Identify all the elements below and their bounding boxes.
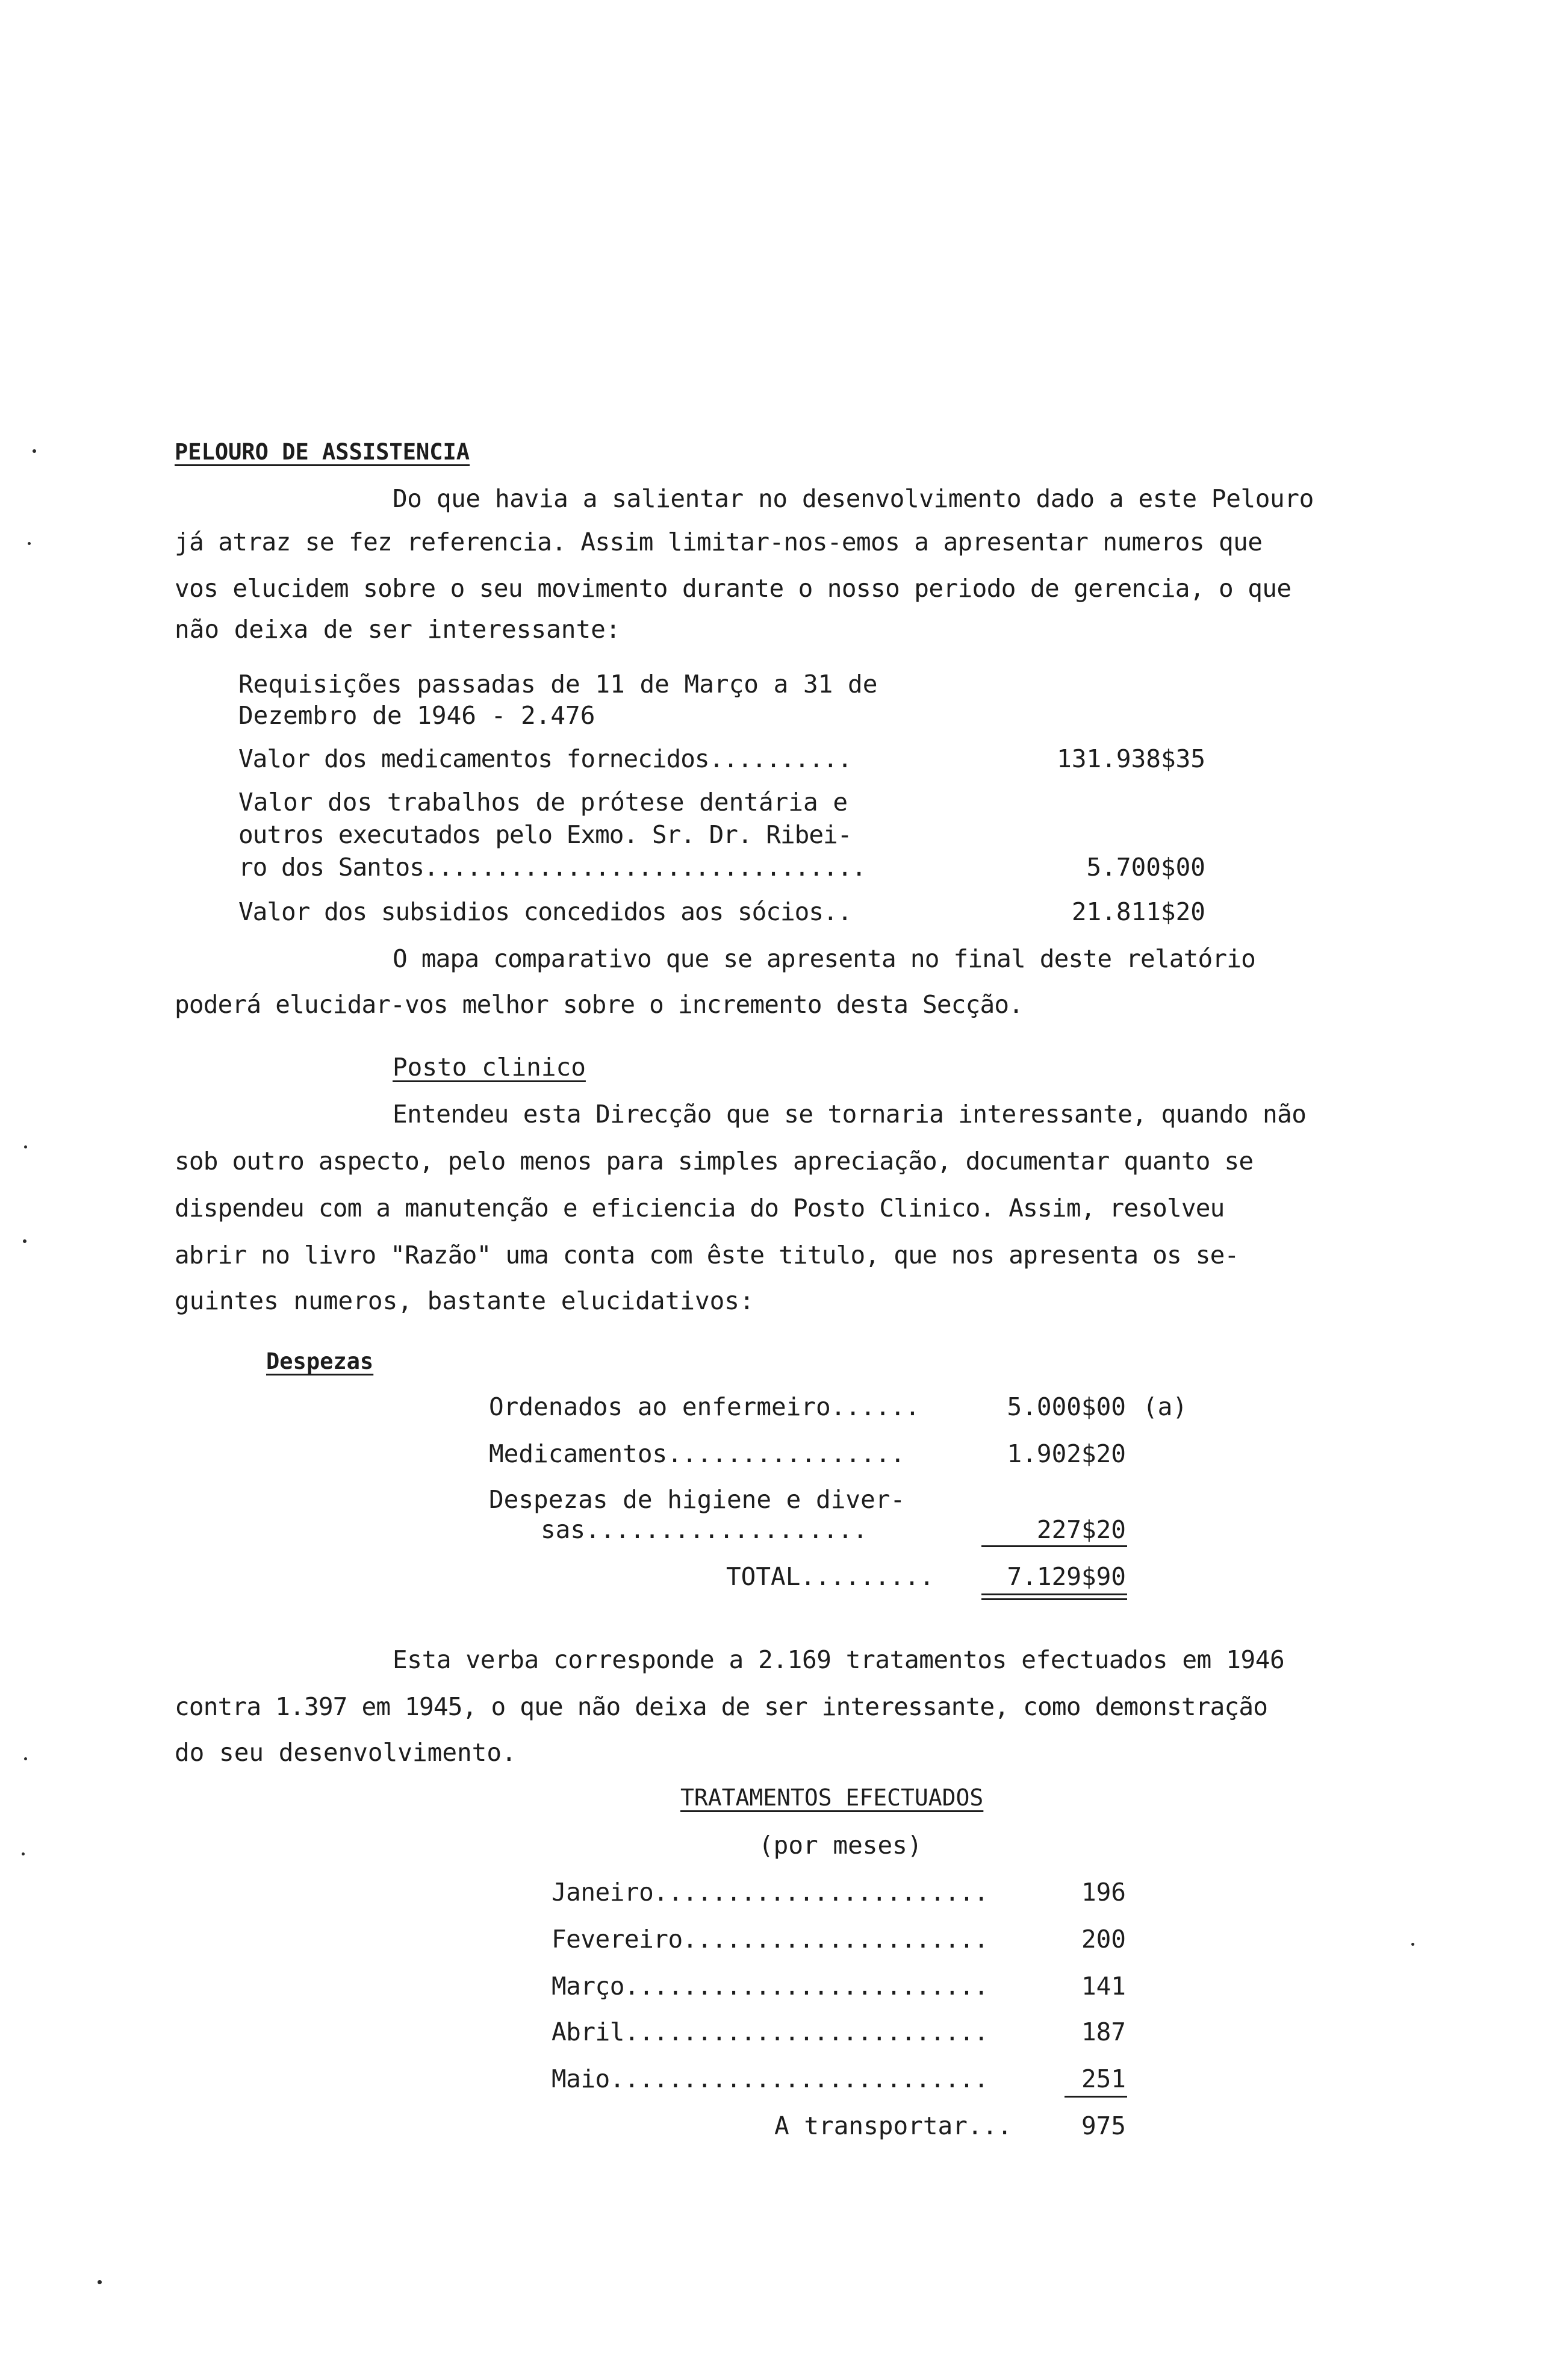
scan-speck xyxy=(28,542,31,545)
medicamentos-fornecidos-label: Valor dos medicamentos fornecidos.......... xyxy=(238,744,852,773)
total-value: 7.129$90 xyxy=(1007,1562,1126,1591)
tratamentos-subtitle: (por meses) xyxy=(759,1831,922,1860)
total-rule-2 xyxy=(981,1598,1127,1600)
higiene-label-line-1: Despezas de higiene e diver- xyxy=(489,1485,906,1514)
tratamentos-title: TRATAMENTOS EFECTUADOS xyxy=(680,1784,984,1811)
scan-speck xyxy=(24,1757,27,1760)
month-row-value: 251 xyxy=(1081,2064,1126,2093)
scan-speck xyxy=(23,1239,26,1243)
verba-line-3: do seu desenvolvimento. xyxy=(175,1738,517,1767)
month-row-label: Abril......................... xyxy=(552,2017,989,2046)
total-rule-1 xyxy=(981,1593,1127,1595)
scan-speck xyxy=(98,2280,102,2284)
requisitions-line-2: Dezembro de 1946 - 2.476 xyxy=(238,701,595,730)
posto-line-3: dispendeu com a manutenção e eficiencia do Posto Clinico. Assim, resolveu xyxy=(175,1194,1225,1223)
subtotal-rule xyxy=(981,1545,1127,1547)
protese-value: 5.700$00 xyxy=(1086,853,1205,882)
month-row-value: 200 xyxy=(1081,1925,1126,1954)
intro-line-4: não deixa de ser interessante: xyxy=(175,615,621,644)
total-label: TOTAL......... xyxy=(726,1562,934,1591)
posto-line-4: abrir no livro "Razão" uma conta com êste titulo, que nos apresenta os se- xyxy=(175,1241,1239,1269)
higiene-label-line-2: sas................... xyxy=(541,1515,868,1544)
mapa-line-2: poderá elucidar-vos melhor sobre o incremento desta Secção. xyxy=(175,990,1024,1019)
month-row-value: 196 xyxy=(1081,1878,1126,1907)
ordenados-note: (a) xyxy=(1143,1392,1188,1421)
verba-line-1: Esta verba corresponde a 2.169 tratamentos efectuados em 1946 xyxy=(393,1645,1285,1674)
medicamentos-label: Medicamentos................ xyxy=(489,1439,906,1468)
mapa-line-1: O mapa comparativo que se apresenta no final deste relatório xyxy=(393,944,1256,973)
protese-label-line-2: outros executados pelo Exmo. Sr. Dr. Ribei- xyxy=(238,820,852,849)
subsidios-label: Valor dos subsidios concedidos aos sócios.. xyxy=(238,897,852,926)
month-row-label: Fevereiro..................... xyxy=(552,1925,989,1954)
medicamentos-value: 1.902$20 xyxy=(1007,1439,1126,1468)
intro-line-1: Do que havia a salientar no desenvolvimento dado a este Pelouro xyxy=(393,484,1314,513)
scan-speck xyxy=(22,1852,25,1855)
month-row-label: Maio.......................... xyxy=(552,2064,989,2093)
posto-line-1: Entendeu esta Direcção que se tornaria interessante, quando não xyxy=(393,1100,1307,1129)
higiene-value: 227$20 xyxy=(1036,1515,1126,1544)
protese-label-line-1: Valor dos trabalhos de prótese dentária e xyxy=(238,788,848,817)
months-total-rule xyxy=(1065,2096,1127,2098)
carry-value: 975 xyxy=(1081,2111,1126,2140)
section-title: PELOURO DE ASSISTENCIA xyxy=(175,439,470,465)
ordenados-value: 5.000$00 xyxy=(1007,1392,1126,1421)
scan-speck xyxy=(1411,1943,1414,1946)
scan-speck xyxy=(24,1145,27,1148)
intro-line-2: já atraz se fez referencia. Assim limitar-nos-emos a apresentar numeros que xyxy=(175,528,1263,556)
medicamentos-fornecidos-value: 131.938$35 xyxy=(1057,744,1205,773)
month-row-value: 141 xyxy=(1081,1972,1126,2001)
posto-line-2: sob outro aspecto, pelo menos para simples apreciação, documentar quanto se xyxy=(175,1147,1254,1176)
carry-label: A transportar... xyxy=(774,2111,1012,2140)
ordenados-label: Ordenados ao enfermeiro...... xyxy=(489,1392,920,1421)
month-row-label: Março......................... xyxy=(552,1972,989,2001)
month-row-value: 187 xyxy=(1081,2017,1126,2046)
intro-line-3: vos elucidem sobre o seu movimento durante o nosso periodo de gerencia, o que xyxy=(175,574,1291,603)
subsidios-value: 21.811$20 xyxy=(1071,897,1205,926)
month-row-label: Janeiro....................... xyxy=(552,1878,989,1907)
requisitions-line-1: Requisições passadas de 11 de Março a 31 de xyxy=(238,670,878,699)
posto-line-5: guintes numeros, bastante elucidativos: xyxy=(175,1286,754,1315)
protese-label-line-3: ro dos Santos............................... xyxy=(238,853,866,882)
verba-line-2: contra 1.397 em 1945, o que não deixa de ser interessante, como demonstração xyxy=(175,1692,1268,1721)
scan-speck xyxy=(33,449,36,453)
posto-clinico-heading: Posto clinico xyxy=(393,1053,586,1082)
despezas-heading: Despezas xyxy=(266,1348,374,1374)
